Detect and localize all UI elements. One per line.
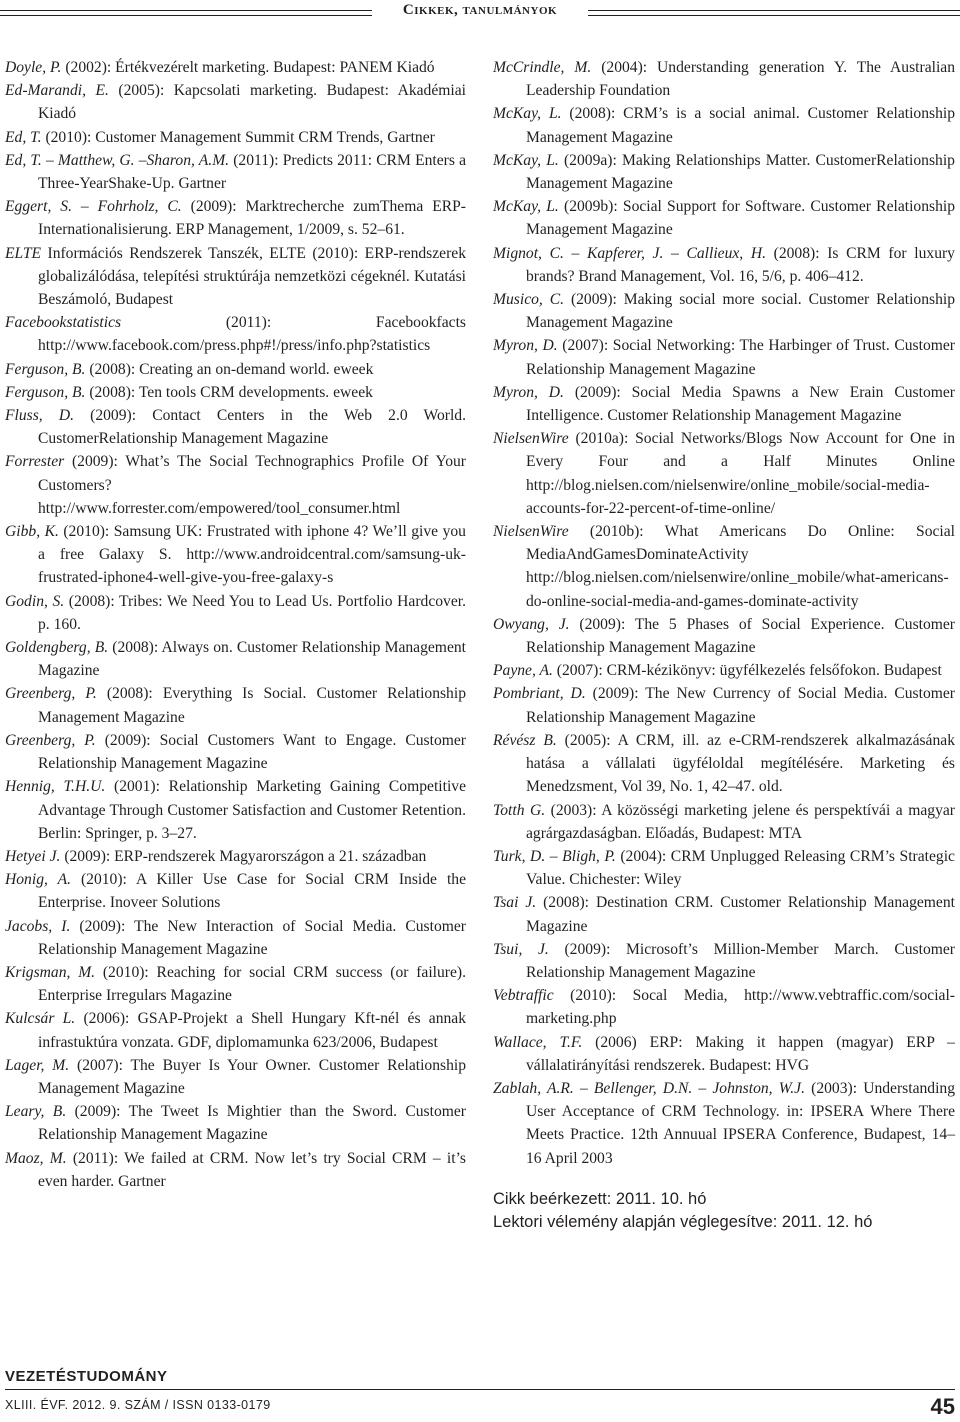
reference-author: Myron, D.: [493, 383, 564, 401]
reference-author: Vebtraffic: [493, 987, 554, 1005]
reference-author: Honig, A.: [5, 871, 71, 889]
reference-author: Doyle, P.: [5, 59, 62, 76]
reference-entry: [5, 1100, 466, 1146]
reference-entry: [493, 427, 955, 520]
reference-entry: [493, 381, 955, 427]
reference-author: Turk, D. – Bligh, P.: [493, 847, 616, 865]
reference-text: (2009): The 5 Phases of Social Experience. Customer Relationship Management Magazine: [526, 615, 956, 657]
reference-entry: [5, 868, 466, 914]
reference-entry: [5, 242, 466, 312]
reference-author: Myron, D.: [493, 337, 558, 355]
reference-text: (2010a): Social Networks/Blogs Now Account for One in Every Four and a Half Minutes Online http://blog.nielsen.com/nielsenwire/online_mobile/social-media-accounts-for-22-percent-of-time-online/: [526, 430, 955, 517]
reference-text: (2003): Understanding User Acceptance of CRM Technology. in: IPSERA Where There Meets Practice. 12th Annuual IPSERA Conference, Budapest, 14–16 April 2003: [526, 1079, 956, 1167]
reference-entry: [493, 102, 955, 148]
reference-author: Greenberg, P.: [5, 731, 96, 749]
reference-entry: [493, 891, 955, 937]
reference-text: (2009): The Tweet Is Mightier than the Sword. Customer Relationship Management Magazine: [38, 1103, 466, 1144]
issue-info: XLIII. ÉVF. 2012. 9. SZÁM / ISSN 0133-0179: [5, 1398, 271, 1412]
reference-text: (2007): CRM-kézikönyv: ügyfélkezelés felsőfokon. Budapest: [552, 662, 942, 680]
reference-entry: [5, 126, 466, 149]
reference-entry: [493, 149, 955, 195]
reference-author: Maoz, M.: [5, 1149, 67, 1167]
reference-entry: [493, 195, 955, 241]
reference-text: (2008): Ten tools CRM developments. eweek: [85, 383, 373, 401]
reference-text: (2009a): Making Relationships Matter. CustomerRelationship Management Magazine: [526, 151, 955, 193]
left-column-references: [5, 56, 466, 1193]
reference-author: Facebookstatistics: [5, 314, 122, 332]
reference-entry: [493, 613, 955, 659]
journal-name: VEZETÉSTUDOMÁNY: [5, 1368, 168, 1385]
reference-entry: [5, 1054, 466, 1100]
reference-author: Forrester: [5, 453, 65, 471]
reference-entry: [5, 358, 466, 381]
reference-text: (2009): Contact Centers in the Web 2.0 World. CustomerRelationship Management Magazine: [38, 407, 466, 448]
reference-text: (2008): Destination CRM. Customer Relationship Management Magazine: [526, 894, 955, 935]
reference-text: (2002): Értékvezérelt marketing. Budapest: PANEM Kiadó: [61, 59, 435, 76]
reference-text: (2008): Everything Is Social. Customer Relationship Management Magazine: [38, 685, 466, 726]
received-date: Cikk beérkezett: 2011. 10. hó: [493, 1189, 707, 1208]
page-number: 45: [930, 1394, 955, 1419]
reference-text: (2008): Creating an on-demand world. eweek: [85, 360, 374, 378]
reference-entry: [493, 938, 955, 984]
reference-entry: [493, 334, 955, 380]
reference-entry: [493, 799, 955, 845]
reference-author: ELTE: [5, 244, 42, 262]
reference-text: (2010): Socal Media, http://www.vebtraffic.com/social-marketing.php: [526, 987, 955, 1028]
reference-entry: [5, 149, 466, 195]
reference-text: (2007): The Buyer Is Your Owner. Customer Relationship Management Magazine: [38, 1056, 466, 1097]
reference-entry: [5, 79, 466, 125]
reference-author: Gibb, K.: [5, 523, 59, 541]
reference-entry: [5, 636, 466, 682]
reference-author: NielsenWire: [493, 523, 569, 541]
reference-entry: [5, 520, 466, 590]
reference-text: (2011): Facebookfacts http://www.facebook.com/press.php#!/press/info.php?statistics: [38, 314, 466, 355]
reference-text: (2010b): What Americans Do Online: Social MediaAndGamesDominateActivity http://blog.nielsen.com/nielsenwire/online_mobile/what-americans-do-online-social-media-and-games-dominate-activity: [526, 523, 955, 610]
reference-entry: [493, 729, 955, 799]
reference-entry: [5, 915, 466, 961]
reference-entry: [5, 381, 466, 404]
reference-text: (2003): A közösségi marketing jelene és perspektívái a magyar agrárgazdaságban. Előadás, Budapest: MTA: [526, 801, 955, 842]
reference-entry: [5, 1007, 466, 1053]
reference-text: (2009): Social Media Spawns a New Erain Customer Intelligence. Customer Relationship Management Magazine: [526, 383, 955, 425]
reference-text: Információs Rendszerek Tanszék, ELTE (2010): ERP-rendszerek globalizálódása, telepítési struktúrája nemzetközi cégeknél. Kutatási Beszámoló, Budapest: [38, 244, 466, 309]
finalized-date: Lektori vélemény alapján véglegesítve: 2011. 12. hó: [493, 1212, 873, 1231]
reference-entry: [5, 56, 466, 79]
reference-author: McCrindle, M.: [493, 59, 592, 76]
reference-author: Jacobs, I.: [5, 917, 71, 935]
reference-author: NielsenWire: [493, 430, 569, 448]
reference-entry: [5, 845, 466, 868]
reference-text: (2001): Relationship Marketing Gaining Competitive Advantage Through Customer Satisfaction and Customer Retention. Berlin: Springer, p. 3–27.: [38, 778, 467, 842]
reference-author: Lager, M.: [5, 1056, 70, 1074]
reference-text: (2010): Customer Management Summit CRM Trends, Gartner: [41, 128, 435, 146]
reference-author: Ed-Marandi, E.: [5, 82, 109, 100]
reference-entry: [5, 195, 466, 241]
reference-entry: [5, 404, 466, 450]
reference-author: Greenberg, P.: [5, 685, 97, 703]
reference-text: (2011): We failed at CRM. Now let’s try Social CRM – it’s even harder. Gartner: [38, 1149, 467, 1190]
section-title: Cikkek, tanulmányok: [402, 2, 558, 18]
reference-text: (2006): GSAP-Projekt a Shell Hungary Kft-nél és annak infrastuktúra vonzata. GDF, diplomamunka 623/2006, Budapest: [38, 1010, 467, 1051]
reference-author: Mignot, C. – Kapferer, J. – Callieux, H.: [493, 244, 766, 262]
reference-author: Kulcsár L.: [5, 1010, 76, 1028]
reference-entry: [493, 288, 955, 334]
reference-author: Pombriant, D.: [493, 685, 586, 703]
reference-entry: [493, 242, 955, 288]
reference-entry: [5, 961, 466, 1007]
reference-author: Wallace, T.F.: [493, 1033, 583, 1051]
reference-entry: [493, 845, 955, 891]
reference-entry: [493, 520, 955, 613]
reference-text: (2004): Understanding generation Y. The Australian Leadership Foundation: [526, 59, 955, 100]
header-rule-left: [0, 10, 372, 16]
running-header: [0, 0, 960, 30]
reference-author: Ed, T.: [5, 128, 42, 146]
reference-text: (2009): Social Customers Want to Engage. Customer Relationship Management Magazine: [38, 731, 466, 773]
reference-author: Owyang, J.: [493, 615, 570, 633]
reference-author: McKay, L.: [493, 198, 559, 216]
reference-author: Musico, C.: [493, 291, 565, 309]
reference-text: (2010): A Killer Use Case for Social CRM Inside the Enterprise. Inoveer Solutions: [38, 871, 466, 912]
reference-text: (2009): ERP-rendszerek Magyarországon a 21. században: [60, 847, 427, 865]
reference-text: (2009): The New Interaction of Social Media. Customer Relationship Management Magazine: [38, 917, 466, 958]
reference-author: Krigsman, M.: [5, 963, 96, 981]
reference-entry: [5, 682, 466, 728]
reference-author: Ed, T. – Matthew, G. –Sharon, A.M.: [5, 151, 230, 169]
reference-text: (2010): Samsung UK: Frustrated with iphone 4? We’ll give you a free Galaxy S. http://www.androidcentral.com/samsung-uk-frustrated-iphone4-well-give-you-free-galaxy-s: [38, 523, 466, 587]
reference-author: Zablah, A.R. – Bellenger, D.N. – Johnston, W.J.: [493, 1079, 805, 1097]
reference-author: Goldengberg, B.: [5, 639, 109, 657]
reference-author: Hetyei J.: [5, 847, 61, 865]
reference-text: (2009): Marktrecherche zumThema ERP-Internationalisierung. ERP Management, 1/2009, s. 52–61.: [38, 198, 466, 239]
reference-text: (2009): Making social more social. Customer Relationship Management Magazine: [526, 291, 955, 332]
reference-author: Payne, A.: [493, 662, 553, 680]
reference-entry: [5, 729, 466, 775]
right-column-references: [493, 56, 955, 1234]
reference-entry: [493, 984, 955, 1030]
reference-entry: [493, 1077, 955, 1170]
reference-entry: [5, 311, 466, 357]
reference-text: (2004): CRM Unplugged Releasing CRM’s Strategic Value. Chichester: Wiley: [526, 847, 955, 889]
reference-entry: [493, 1031, 955, 1077]
reference-author: Tsai J.: [493, 894, 537, 912]
reference-text: (2008): Is CRM for luxury brands? Brand Management, Vol. 16, 5/6, p. 406–412.: [526, 244, 955, 285]
reference-text: (2007): Social Networking: The Harbinger of Trust. Customer Relationship Management Magazine: [526, 337, 956, 378]
reference-author: Ferguson, B.: [5, 360, 86, 378]
reference-author: Eggert, S. – Fohrholz, C.: [5, 198, 182, 216]
reference-text: (2011): Predicts 2011: CRM Enters a Three-YearShake-Up. Gartner: [38, 151, 466, 193]
reference-text: (2009): The New Currency of Social Media. Customer Relationship Management Magazine: [526, 685, 955, 726]
reference-author: Totth G.: [493, 801, 546, 819]
reference-author: McKay, L.: [493, 105, 562, 123]
reference-text: (2006) ERP: Making it happen (magyar) ERP – vállalatirányítási rendszerek. Budapest: HVG: [526, 1033, 955, 1074]
reference-text: (2010): Reaching for social CRM success (or failure). Enterprise Irregulars Magazine: [38, 963, 466, 1005]
reference-entry: [493, 56, 955, 102]
reference-entry: [493, 682, 955, 728]
footer-rule: [5, 1389, 955, 1390]
header-rule-right: [588, 10, 960, 16]
reference-entry: [5, 450, 466, 520]
reference-text: (2005): Kapcsolati marketing. Budapest: Akadémiai Kiadó: [38, 82, 466, 123]
reference-text: (2009b): Social Support for Software. Customer Relationship Management Magazine: [526, 198, 955, 239]
reference-author: Tsui, J.: [493, 940, 549, 958]
reference-text: (2008): CRM’s is a social animal. Customer Relationship Management Magazine: [526, 105, 955, 146]
reference-author: Ferguson, B.: [5, 383, 86, 401]
reference-text: (2008): Always on. Customer Relationship Management Magazine: [38, 639, 466, 680]
reference-entry: [5, 775, 466, 845]
reference-text: (2005): A CRM, ill. az e-CRM-rendszerek alkalmazásának hatása a vállalati ügyféloldal megítélésére. Marketing és Menedzsment, Vol 39, No. 1, 42–47. old.: [526, 731, 955, 796]
reference-author: Fluss, D.: [5, 407, 74, 425]
reference-author: Godin, S.: [5, 592, 65, 610]
right-reference-list: [493, 56, 955, 1170]
reference-text: (2009): Microsoft’s Million-Member March. Customer Relationship Management Magazine: [526, 940, 955, 981]
article-receipt-info: [493, 1188, 955, 1234]
reference-entry: [5, 590, 466, 636]
reference-entry: [493, 659, 955, 682]
reference-author: Révész B.: [493, 731, 557, 749]
reference-entry: [5, 1147, 466, 1193]
reference-text: (2009): What’s The Social Technographics Profile Of Your Customers? http://www.forrester.com/empowered/tool_consumer.html: [38, 453, 466, 517]
reference-author: Hennig, T.H.U.: [5, 778, 106, 796]
reference-text: (2008): Tribes: We Need You to Lead Us. Portfolio Hardcover. p. 160.: [38, 592, 466, 633]
reference-author: Leary, B.: [5, 1103, 67, 1121]
reference-author: McKay, L.: [493, 151, 559, 169]
page-footer: [5, 1368, 955, 1422]
